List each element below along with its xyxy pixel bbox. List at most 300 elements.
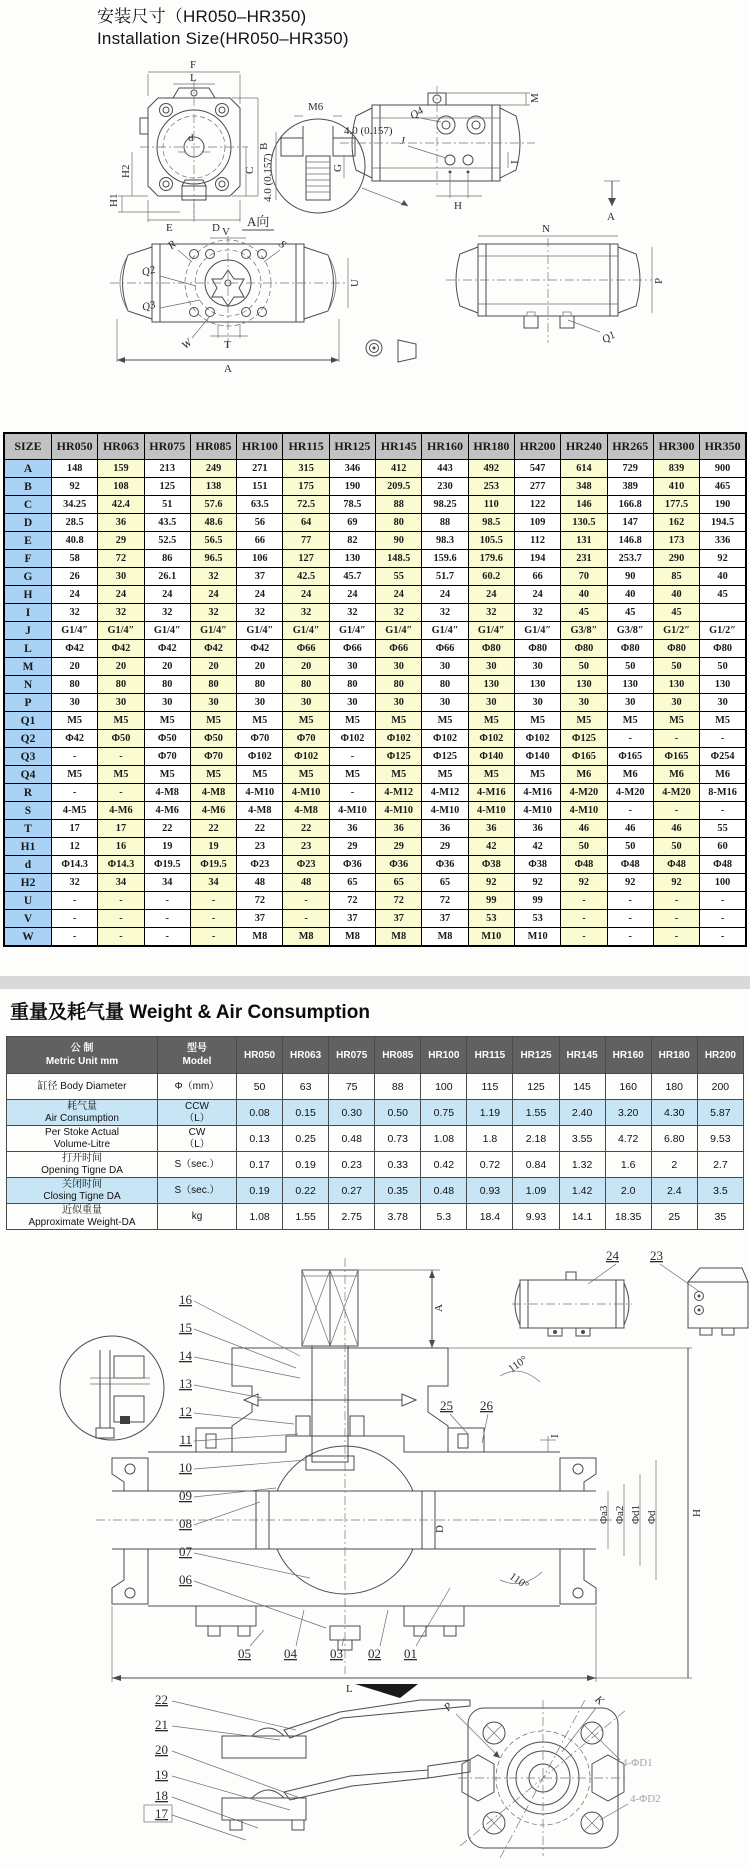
size-row-label: C xyxy=(4,496,52,514)
size-cell: - xyxy=(283,910,329,928)
size-cell: 138 xyxy=(190,478,236,496)
page-title-en: Installation Size(HR050–HR350) xyxy=(97,29,349,49)
size-cell: - xyxy=(329,784,375,802)
weight-cell: 2.4 xyxy=(651,1178,697,1204)
size-cell: Φ102 xyxy=(376,730,422,748)
size-cell: M8 xyxy=(283,928,329,947)
size-cell: 30 xyxy=(329,658,375,676)
size-cell: G1/4″ xyxy=(190,622,236,640)
svg-text:02: 02 xyxy=(368,1646,381,1661)
flange-top-view xyxy=(355,1684,661,1858)
size-cell: 36 xyxy=(376,820,422,838)
weight-cell: 2.7 xyxy=(697,1152,743,1178)
size-cell: Φ165 xyxy=(653,748,699,766)
dim-N: N xyxy=(542,223,550,235)
size-cell: 22 xyxy=(144,820,190,838)
size-cell: 96.5 xyxy=(190,550,236,568)
size-cell: 26.1 xyxy=(144,568,190,586)
size-cell: Φ140 xyxy=(514,748,560,766)
size-cell: 32 xyxy=(514,604,560,622)
size-cell: 56 xyxy=(237,514,283,532)
size-cell: 30 xyxy=(607,694,653,712)
weight-cell: 1.08 xyxy=(421,1126,467,1152)
svg-text:07: 07 xyxy=(179,1544,192,1559)
size-cell: 20 xyxy=(190,658,236,676)
size-cell: 4-M20 xyxy=(561,784,607,802)
size-cell: 30 xyxy=(190,694,236,712)
weight-table-row xyxy=(7,1126,744,1152)
size-cell: - xyxy=(653,928,699,947)
size-table-row xyxy=(4,568,746,586)
size-cell: 37 xyxy=(237,910,283,928)
size-cell: 159 xyxy=(98,460,144,478)
size-cell: 159.6 xyxy=(422,550,468,568)
size-cell: - xyxy=(190,928,236,947)
weight-col-header: HR100 xyxy=(421,1037,467,1074)
weight-cell: 0.93 xyxy=(467,1178,513,1204)
size-row-label: d xyxy=(4,856,52,874)
size-cell: 17 xyxy=(98,820,144,838)
size-cell: 98.3 xyxy=(422,532,468,550)
size-row-label: T xyxy=(4,820,52,838)
size-cell: - xyxy=(700,928,746,947)
page-title xyxy=(97,6,349,50)
size-cell: Φ42 xyxy=(144,640,190,658)
size-cell: 162 xyxy=(653,514,699,532)
size-cell: 30 xyxy=(700,694,746,712)
svg-text:14: 14 xyxy=(179,1348,192,1363)
installation-drawings xyxy=(0,48,750,432)
callout-24: 24 xyxy=(606,1248,619,1263)
section-divider xyxy=(0,976,750,989)
dim-B: B xyxy=(258,142,270,150)
size-cell: - xyxy=(144,928,190,947)
actuator-iso-view-small xyxy=(688,1268,748,1335)
size-cell: 22 xyxy=(190,820,236,838)
weight-col-header: HR115 xyxy=(467,1037,513,1074)
size-cell: 32 xyxy=(98,604,144,622)
size-cell: 46 xyxy=(653,820,699,838)
size-cell: 122 xyxy=(514,496,560,514)
size-cell: 16 xyxy=(98,838,144,856)
size-cell: 32 xyxy=(283,604,329,622)
size-row-label: D xyxy=(4,514,52,532)
size-cell: 32 xyxy=(190,604,236,622)
size-cell: G1/4″ xyxy=(329,622,375,640)
size-row-label: B xyxy=(4,478,52,496)
size-cell: 230 xyxy=(422,478,468,496)
size-cell: 412 xyxy=(376,460,422,478)
size-cell: 4-M5 xyxy=(52,802,98,820)
side-view xyxy=(332,86,620,223)
size-cell: 253.7 xyxy=(607,550,653,568)
weight-cell: 9.53 xyxy=(697,1126,743,1152)
weight-cell: 145 xyxy=(559,1074,605,1100)
size-table-row xyxy=(4,532,746,550)
size-cell: 249 xyxy=(190,460,236,478)
size-cell: 80 xyxy=(52,676,98,694)
size-cell: 72.5 xyxy=(283,496,329,514)
size-row-label: S xyxy=(4,802,52,820)
size-cell: 92 xyxy=(468,874,514,892)
size-cell: 130 xyxy=(329,550,375,568)
svg-text:20: 20 xyxy=(155,1742,168,1757)
size-cell: 36 xyxy=(422,820,468,838)
size-cell: 48 xyxy=(283,874,329,892)
size-cell: M5 xyxy=(329,712,375,730)
dim-A2: A xyxy=(224,363,232,375)
size-col-header: HR115 xyxy=(283,433,329,460)
size-cell: - xyxy=(98,784,144,802)
size-cell: 24 xyxy=(190,586,236,604)
size-cell: - xyxy=(329,748,375,766)
size-cell: Φ42 xyxy=(237,640,283,658)
dim-S: S xyxy=(276,238,289,251)
svg-text:06: 06 xyxy=(179,1572,192,1587)
weight-row-unit: S（sec.） xyxy=(158,1152,237,1178)
size-cell: Φ125 xyxy=(561,730,607,748)
size-cell: - xyxy=(52,748,98,766)
weight-cell: 0.19 xyxy=(283,1152,329,1178)
dim-bolts1: 4-ΦD1 xyxy=(622,1757,653,1769)
size-cell: 65 xyxy=(376,874,422,892)
size-cell: 37 xyxy=(422,910,468,928)
dim-U: U xyxy=(349,279,361,287)
size-cell: Φ50 xyxy=(190,730,236,748)
size-cell: M5 xyxy=(190,712,236,730)
dim-4-0-v: 4.0 (0.157) xyxy=(262,153,274,202)
size-cell: M5 xyxy=(700,712,746,730)
size-table-row xyxy=(4,784,746,802)
weight-cell: 5.3 xyxy=(421,1204,467,1230)
size-cell: 50 xyxy=(561,838,607,856)
callout-26: 26 xyxy=(480,1398,493,1413)
size-cell: 108 xyxy=(98,478,144,496)
size-cell: 53 xyxy=(514,910,560,928)
size-cell: 24 xyxy=(514,586,560,604)
weight-col-header: HR160 xyxy=(605,1037,651,1074)
size-table-row xyxy=(4,820,746,838)
size-cell: - xyxy=(52,784,98,802)
size-cell: 20 xyxy=(98,658,144,676)
weight-cell: 1.55 xyxy=(513,1100,559,1126)
weight-table-row xyxy=(7,1178,744,1204)
weight-cell: 4.30 xyxy=(651,1100,697,1126)
size-cell: 40 xyxy=(607,586,653,604)
size-col-header: HR100 xyxy=(237,433,283,460)
size-cell: - xyxy=(700,892,746,910)
size-table-row xyxy=(4,730,746,748)
weight-table-row xyxy=(7,1100,744,1126)
weight-col-header: HR075 xyxy=(329,1037,375,1074)
size-cell: 34 xyxy=(144,874,190,892)
size-cell: 4-M8 xyxy=(237,802,283,820)
size-cell xyxy=(700,604,746,622)
size-cell: 177.5 xyxy=(653,496,699,514)
weight-cell: 1.19 xyxy=(467,1100,513,1126)
valve-cross-section xyxy=(60,1258,703,1695)
weight-cell: 4.72 xyxy=(605,1126,651,1152)
size-cell: 29 xyxy=(422,838,468,856)
weight-cell: 0.48 xyxy=(421,1178,467,1204)
size-row-label: H1 xyxy=(4,838,52,856)
size-cell: Φ254 xyxy=(700,748,746,766)
size-cell: 32 xyxy=(468,604,514,622)
size-table-row xyxy=(4,856,746,874)
size-col-header: HR145 xyxy=(376,433,422,460)
weight-row-label: 近似重量 Approximate Weight-DA xyxy=(7,1204,158,1230)
size-cell: 346 xyxy=(329,460,375,478)
size-cell: M10 xyxy=(514,928,560,947)
dim-P2: P xyxy=(441,1700,455,1714)
size-cell: Φ80 xyxy=(468,640,514,658)
size-col-header: HR350 xyxy=(700,433,746,460)
size-corner-header: SIZE xyxy=(4,433,52,460)
size-cell: 190 xyxy=(329,478,375,496)
dim-V: V xyxy=(222,226,230,238)
size-cell: Φ23 xyxy=(237,856,283,874)
size-cell: 4-M10 xyxy=(514,802,560,820)
size-cell: Φ165 xyxy=(561,748,607,766)
size-cell: 80 xyxy=(190,676,236,694)
weight-cell: 14.1 xyxy=(559,1204,605,1230)
size-cell: M5 xyxy=(98,766,144,784)
weight-cell: 0.33 xyxy=(375,1152,421,1178)
part-callouts-left xyxy=(179,1292,326,1628)
weight-cell: 1.08 xyxy=(237,1204,283,1230)
size-cell: 173 xyxy=(653,532,699,550)
size-cell: 24 xyxy=(376,586,422,604)
size-cell: 100 xyxy=(700,874,746,892)
weight-row-unit: CW （L） xyxy=(158,1126,237,1152)
size-cell: 86 xyxy=(144,550,190,568)
weight-cell: 0.42 xyxy=(421,1152,467,1178)
dim-L: L xyxy=(190,72,197,84)
weight-row-label: 缸径 Body Diameter xyxy=(7,1074,158,1100)
size-cell: 194.5 xyxy=(700,514,746,532)
weight-row-unit: Φ（mm） xyxy=(158,1074,237,1100)
size-cell: 80 xyxy=(144,676,190,694)
size-cell: - xyxy=(144,892,190,910)
size-col-header: HR075 xyxy=(144,433,190,460)
svg-text:16: 16 xyxy=(179,1292,192,1307)
svg-text:15: 15 xyxy=(179,1320,192,1335)
size-cell: 80 xyxy=(376,514,422,532)
size-cell: 51.7 xyxy=(422,568,468,586)
size-cell: 42 xyxy=(514,838,560,856)
weight-cell: 2.75 xyxy=(329,1204,375,1230)
size-cell: 8-M16 xyxy=(700,784,746,802)
size-cell: 40 xyxy=(653,586,699,604)
size-cell: - xyxy=(561,892,607,910)
size-cell: 30 xyxy=(98,694,144,712)
dim-E: E xyxy=(166,222,173,234)
size-row-label: A xyxy=(4,460,52,478)
size-cell: 30 xyxy=(514,658,560,676)
dim-angle2: 110° xyxy=(507,1570,531,1593)
size-cell: 23 xyxy=(237,838,283,856)
size-row-label: W xyxy=(4,928,52,947)
size-cell: 29 xyxy=(329,838,375,856)
valve-assembly-drawing xyxy=(0,1238,750,1869)
size-cell: Φ70 xyxy=(144,748,190,766)
weight-row-unit: CCW （L） xyxy=(158,1100,237,1126)
size-cell: M10 xyxy=(468,928,514,947)
size-cell: 19 xyxy=(190,838,236,856)
dim-Q2: Q2 xyxy=(140,263,157,279)
size-cell: M6 xyxy=(700,766,746,784)
size-cell: 30 xyxy=(329,694,375,712)
size-cell: Φ48 xyxy=(607,856,653,874)
size-cell: 109 xyxy=(514,514,560,532)
size-cell: 271 xyxy=(237,460,283,478)
size-cell: 99 xyxy=(468,892,514,910)
size-cell: 42 xyxy=(468,838,514,856)
size-cell: M6 xyxy=(653,766,699,784)
weight-cell: 0.84 xyxy=(513,1152,559,1178)
dim-a3: Φa3 xyxy=(598,1505,610,1524)
svg-text:17: 17 xyxy=(155,1806,168,1821)
size-cell: 29 xyxy=(376,838,422,856)
size-cell: 80 xyxy=(329,676,375,694)
size-cell: Φ36 xyxy=(329,856,375,874)
size-table-row xyxy=(4,910,746,928)
weight-col-header: HR063 xyxy=(283,1037,329,1074)
dim-D: D xyxy=(434,1525,446,1533)
weight-cell: 0.15 xyxy=(283,1100,329,1126)
dim-H: H xyxy=(454,200,462,212)
size-table-row xyxy=(4,712,746,730)
size-cell: 130.5 xyxy=(561,514,607,532)
size-cell: 20 xyxy=(283,658,329,676)
size-table-row xyxy=(4,748,746,766)
size-cell: 26 xyxy=(52,568,98,586)
size-cell: G1/4″ xyxy=(237,622,283,640)
weight-cell: 75 xyxy=(329,1074,375,1100)
size-cell: 110 xyxy=(468,496,514,514)
size-cell: 72 xyxy=(98,550,144,568)
size-cell: 88 xyxy=(422,514,468,532)
size-cell: 190 xyxy=(700,496,746,514)
size-cell: G1/4″ xyxy=(514,622,560,640)
size-cell: 92 xyxy=(653,874,699,892)
svg-text:19: 19 xyxy=(155,1767,168,1782)
weight-cell: 0.48 xyxy=(329,1126,375,1152)
size-row-label: V xyxy=(4,910,52,928)
size-cell: 92 xyxy=(607,874,653,892)
weight-cell: 2.40 xyxy=(559,1100,605,1126)
size-cell: - xyxy=(561,928,607,947)
size-cell: M5 xyxy=(514,712,560,730)
size-cell: M5 xyxy=(376,766,422,784)
size-cell: 36 xyxy=(98,514,144,532)
size-cell: G1/4″ xyxy=(144,622,190,640)
size-cell: 4-M16 xyxy=(468,784,514,802)
size-cell: 80 xyxy=(283,676,329,694)
size-cell: 4-M8 xyxy=(283,802,329,820)
size-cell: M5 xyxy=(98,712,144,730)
size-col-header: HR050 xyxy=(52,433,98,460)
weight-cell: 0.13 xyxy=(237,1126,283,1152)
size-cell: 4-M8 xyxy=(190,784,236,802)
size-cell: 24 xyxy=(52,586,98,604)
size-cell: 30 xyxy=(144,694,190,712)
size-cell: Φ14.3 xyxy=(98,856,144,874)
size-cell: 50 xyxy=(700,658,746,676)
size-cell: 277 xyxy=(514,478,560,496)
size-cell: 69 xyxy=(329,514,375,532)
weight-table-row xyxy=(7,1074,744,1100)
size-cell: 34 xyxy=(190,874,236,892)
dim-bolts2: 4-ΦD2 xyxy=(630,1793,661,1805)
weight-cell: 88 xyxy=(375,1074,421,1100)
size-cell: - xyxy=(52,910,98,928)
size-table-row xyxy=(4,622,746,640)
size-cell: 443 xyxy=(422,460,468,478)
size-cell: - xyxy=(144,910,190,928)
size-row-label: R xyxy=(4,784,52,802)
size-cell: 179.6 xyxy=(468,550,514,568)
size-cell: - xyxy=(653,802,699,820)
size-cell: - xyxy=(561,910,607,928)
size-cell: 729 xyxy=(607,460,653,478)
size-cell: 23 xyxy=(283,838,329,856)
size-cell: 43.5 xyxy=(144,514,190,532)
dim-W: W xyxy=(179,336,195,352)
weight-cell: 0.23 xyxy=(329,1152,375,1178)
size-cell: 90 xyxy=(376,532,422,550)
size-table-row xyxy=(4,694,746,712)
size-table-row xyxy=(4,892,746,910)
size-cell: 50 xyxy=(561,658,607,676)
dim-a2: Φa2 xyxy=(614,1505,626,1524)
size-cell: - xyxy=(700,910,746,928)
size-col-header: HR300 xyxy=(653,433,699,460)
size-cell: M8 xyxy=(237,928,283,947)
weight-row-label: 耗气量 Air Consumption xyxy=(7,1100,158,1126)
size-table-row xyxy=(4,802,746,820)
svg-text:09: 09 xyxy=(179,1488,192,1503)
size-cell: 32 xyxy=(376,604,422,622)
dim-C: C xyxy=(244,166,256,174)
weight-cell: 63 xyxy=(283,1074,329,1100)
size-cell: Φ42 xyxy=(98,640,144,658)
size-cell: 58 xyxy=(52,550,98,568)
dim-A: A xyxy=(433,1304,445,1312)
size-cell: M5 xyxy=(52,712,98,730)
size-cell: 22 xyxy=(283,820,329,838)
size-table-row xyxy=(4,478,746,496)
size-cell: G3/8″ xyxy=(607,622,653,640)
a-view-caption: A向 xyxy=(247,214,270,229)
size-cell: 50 xyxy=(607,658,653,676)
size-row-label: F xyxy=(4,550,52,568)
size-cell: 24 xyxy=(422,586,468,604)
size-cell: 53 xyxy=(468,910,514,928)
size-cell: G1/4″ xyxy=(422,622,468,640)
dim-F: F xyxy=(190,59,197,71)
size-cell: 24 xyxy=(283,586,329,604)
size-cell: 30 xyxy=(422,694,468,712)
weight-col-header: HR125 xyxy=(513,1037,559,1074)
size-cell: 34 xyxy=(98,874,144,892)
weight-cell: 1.6 xyxy=(605,1152,651,1178)
size-cell: Φ70 xyxy=(190,748,236,766)
weight-cell: 0.50 xyxy=(375,1100,421,1126)
size-cell: 4-M10 xyxy=(376,802,422,820)
size-cell: 66 xyxy=(237,532,283,550)
size-cell: 389 xyxy=(607,478,653,496)
